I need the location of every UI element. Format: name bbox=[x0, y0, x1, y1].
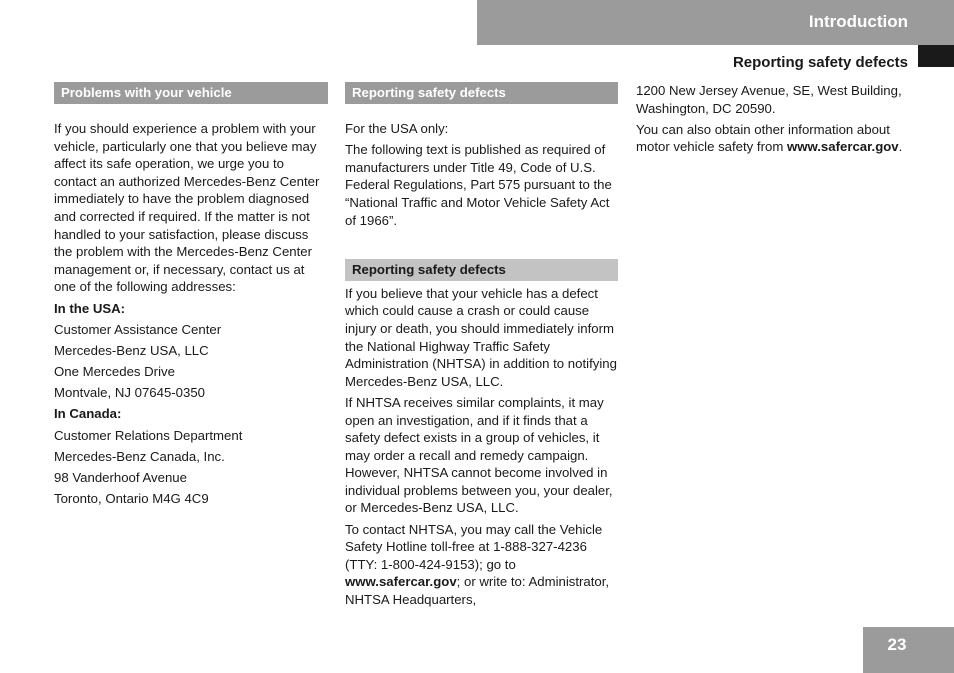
info-paragraph: You can also obtain other information about motor vehicle safety from www.safercar.gov. bbox=[636, 121, 903, 155]
usa-address-line: One Mercedes Drive bbox=[54, 364, 175, 380]
canada-address-line: Customer Relations Department bbox=[54, 427, 243, 443]
header-bar bbox=[477, 0, 954, 45]
usa-address-line: Montvale, NJ 07645-0350 bbox=[54, 385, 206, 401]
regulation-paragraph: The following text is published as required of manufacturers under Title 49, Code of U.S. Federal Regulations, Part 575 pursuant to the “National Traffic and Motor Vehicle Safety Act of 1966”. bbox=[345, 142, 612, 228]
canada-label: In Canada: bbox=[54, 406, 122, 422]
page-number-box bbox=[863, 627, 954, 673]
canada-address-line: Mercedes-Benz Canada, Inc. bbox=[54, 448, 225, 464]
investigation-paragraph: If NHTSA receives similar complaints, it may open an investigation, and if it finds that a safety defect exists in a group of vehicles, it may order a recall and remedy campaign. However, NHTSA cannot become involved in individual problems between you, your dealer, or Mercedes-Benz USA, LLC. bbox=[345, 394, 613, 516]
heading-reporting-safety-defects-2: Reporting safety defects bbox=[345, 259, 618, 281]
heading-reporting-safety-defects: Reporting safety defects bbox=[345, 82, 618, 104]
safercar-link[interactable]: www.safercar.gov bbox=[345, 574, 457, 590]
defect-paragraph: If you believe that your vehicle has a defect which could cause a crash or could cause injury or death, you should immediately inform the National Highway Traffic Safety Administration (NHTSA) in addition to notifying Mercedes-Benz USA, LLC. bbox=[345, 285, 617, 389]
contact-paragraph: To contact NHTSA, you may call the Vehicle Safety Hotline toll-free at 1-888-327-4236 (TTY: 1-800-424-9153); go to www.safercar.gov; or write to: Administrator, NHTSA Headquarters, bbox=[345, 521, 610, 608]
usa-only-text: For the USA only: bbox=[345, 121, 449, 136]
canada-address-line: 98 Vanderhoof Avenue bbox=[54, 470, 187, 486]
usa-address-line: Mercedes-Benz USA, LLC bbox=[54, 342, 209, 358]
safercar-link[interactable]: www.safercar.gov bbox=[786, 139, 899, 155]
intro-paragraph: If you should experience a problem with your vehicle, particularly one that you believe may affect its safe operation, we urge you to contact an authorized Mercedes-Benz Center immediately to have the problem diagnosed and corrected if required. If the matter is not handled to your satisfaction, please discuss the problem with the Mercedes-Benz Center management or, if necessary, contact us at one of the following addresses: bbox=[54, 121, 320, 295]
heading-problems-with-vehicle: Problems with your vehicle bbox=[54, 82, 328, 104]
section-title: Reporting safety defects bbox=[732, 54, 908, 71]
column-1 bbox=[54, 82, 328, 511]
column-2 bbox=[345, 82, 618, 612]
canada-address-line: Toronto, Ontario M4G 4C9 bbox=[54, 491, 209, 507]
usa-address-line: Customer Assistance Center bbox=[54, 321, 222, 337]
column-3 bbox=[636, 82, 910, 160]
chapter-title: Introduction bbox=[808, 12, 908, 31]
usa-label: In the USA: bbox=[54, 300, 126, 316]
page-number: 23 bbox=[887, 635, 907, 654]
section-tab-marker bbox=[918, 45, 954, 67]
nhtsa-address: 1200 New Jersey Avenue, SE, West Building, Washington, DC 20590. bbox=[636, 83, 902, 116]
